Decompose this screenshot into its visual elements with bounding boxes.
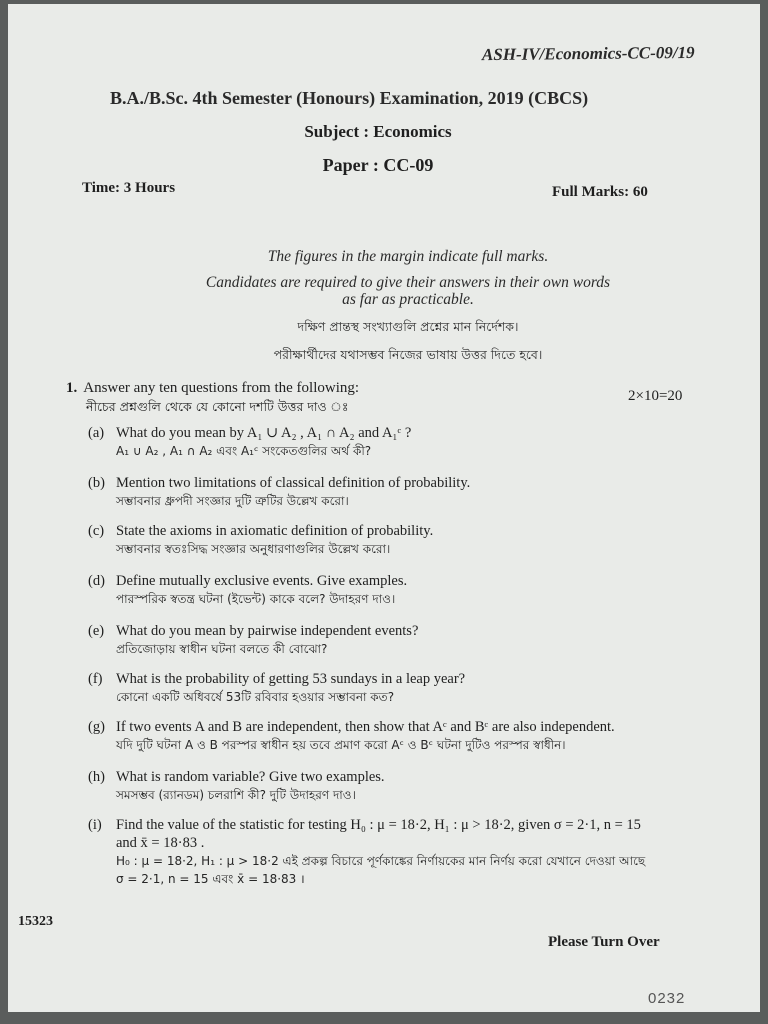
- question-item-e: (e) What do you mean by pairwise independent events? প্রতিজোড়ায় স্বাধীন ঘটনা বলতে কী বোঝো?: [88, 623, 419, 656]
- instruction-line-1: The figures in the margin indicate full marks.: [267, 248, 549, 265]
- question-1-prompt: [66, 380, 359, 397]
- question-item-a: (a) What do you mean by A₁ ∪ A₂ , A₁ ∩ A₂ and A₁ᶜ ? A₁ ∪ A₂ , A₁ ∩ A₂ এবং A₁ᶜ সংকেতগুলির অর্থ কী?: [88, 425, 412, 458]
- instruction-line-3: as far as practicable.: [342, 291, 474, 308]
- exam-title: B.A./B.Sc. 4th Semester (Honours) Examination, 2019 (CBCS): [110, 88, 589, 108]
- time-allowed: Time: 3 Hours: [82, 180, 176, 196]
- please-turn-over: Please Turn Over: [548, 934, 660, 950]
- question-1-marks: 2×10=20: [628, 388, 683, 404]
- booklet-code: 15323: [18, 914, 53, 929]
- exam-sheet: [8, 4, 760, 1012]
- page-stamp: 0232: [648, 990, 686, 1007]
- instruction-line-2: Candidates are required to give their answers in their own words: [205, 274, 611, 291]
- question-item-i: (i) Find the value of the statistic for testing H₀ : μ = 18·2, H₁ : μ > 18·2, given σ = 2·1, n = 15 and x̄ = 18·83 . H₀ : μ = 18·2, H₁ : μ > 18·2 এই প্রকল্প বিচারে পূর্ণকাঙ্কের নির্ণায়কের মান নির্ণয় করো যেখানে দেওয়া আছে σ = 2·1, n = 15 এবং x̄ = 18·83 ।: [88, 817, 646, 886]
- question-item-d: (d) Define mutually exclusive events. Give examples. পারস্পরিক স্বতন্ত্র ঘটনা (ইভেন্ট) কাকে বলে? উদাহরণ দাও।: [88, 573, 408, 606]
- question-number: 1.: [66, 380, 78, 396]
- subject-line: Subject : Economics: [304, 122, 452, 141]
- instruction-bn-2: পরীক্ষার্থীদের যথাসম্ভব নিজের ভাষায় উত্তর দিতে হবে।: [273, 347, 543, 362]
- question-item-g: (g) If two events A and B are independent, then show that Aᶜ and Bᶜ are also independent. যদি দুটি ঘটনা A ও B পরস্পর স্বাধীন হয় তবে প্রমাণ করো Aᶜ ও Bᶜ ঘটনা দুটিও পরস্পর স্বাধীন।: [88, 719, 615, 752]
- question-item-c: (c) State the axioms in axiomatic definition of probability. সম্ভাবনার স্বতঃসিদ্ধ সংজ্ঞার অনুধারণাগুলির উল্লেখ করো।: [88, 523, 434, 556]
- question-text: Answer any ten questions from the following:: [83, 380, 360, 396]
- full-marks: Full Marks: 60: [552, 184, 648, 200]
- paper-line: Paper : CC-09: [322, 155, 434, 175]
- question-item-h: (h) What is random variable? Give two examples. সমসম্ভব (র‍্যানডম) চলরাশি কী? দুটি উদাহরণ দাও।: [88, 769, 385, 802]
- paper-code: ASH-IV/Economics-CC-09/19: [481, 42, 695, 65]
- question-1-prompt-bn: নীচের প্রশ্নগুলি থেকে যে কোনো দশটি উত্তর দাও ঃ: [86, 399, 349, 414]
- instruction-bn-1: দক্ষিণ প্রান্তস্থ সংখ্যাগুলি প্রশ্নের মান নির্দেশক।: [297, 319, 519, 334]
- question-item-f: (f) What is the probability of getting 53 sundays in a leap year? কোনো একটি অধিবর্ষে 53টি রবিবার হওয়ার সম্ভাবনা কত?: [88, 671, 466, 704]
- question-item-b: (b) Mention two limitations of classical definition of probability. সম্ভাবনার ধ্রুপদী সংজ্ঞার দুটি ত্রুটির উল্লেখ করো।: [88, 475, 471, 508]
